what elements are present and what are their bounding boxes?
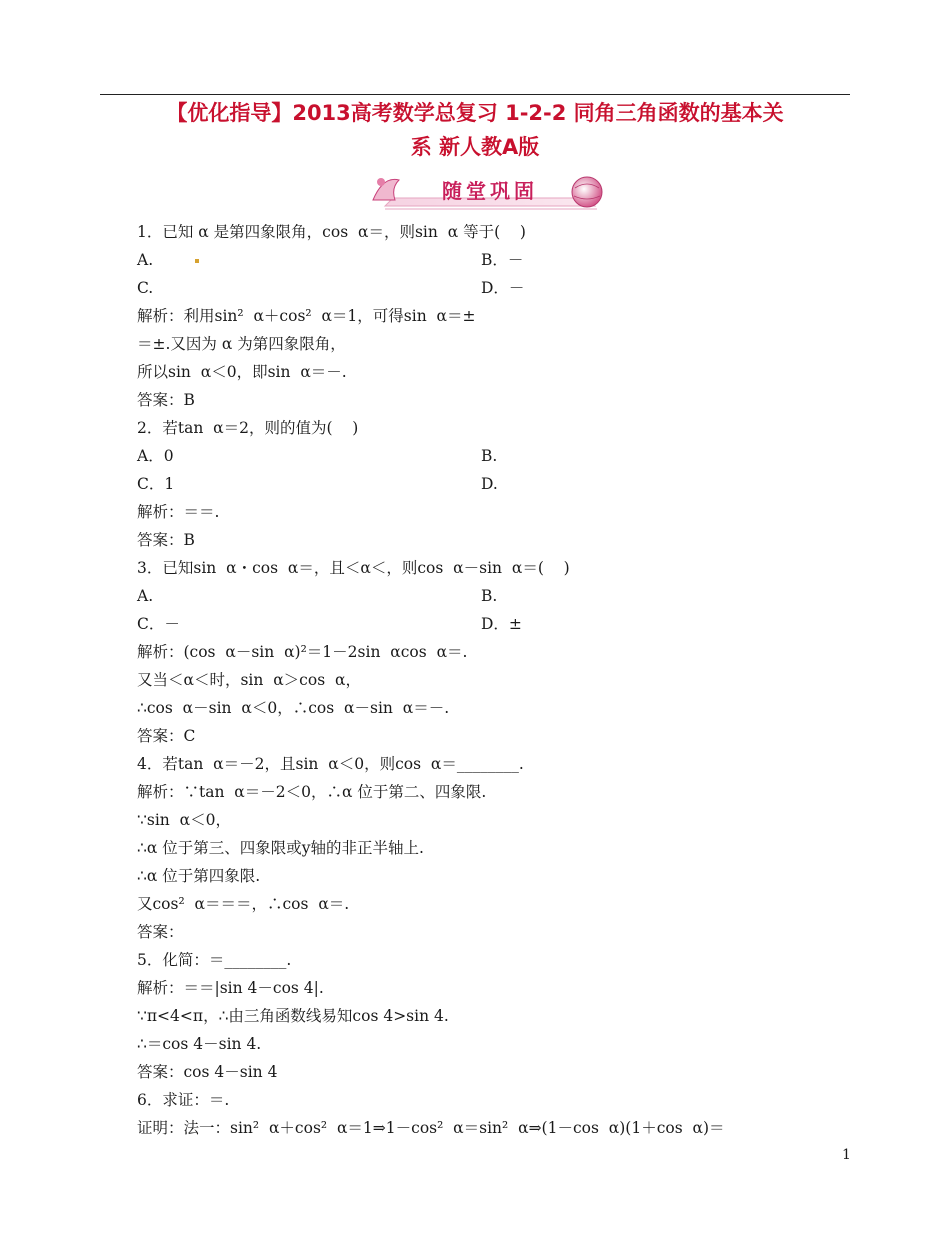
proof-6-line1: 证明：法一：sin² α＋cos² α＝1⇒1－cos² α＝sin² α⇒(1－cos α)(1＋cos α)＝	[137, 1119, 725, 1137]
answer-4: 答案：	[137, 923, 184, 941]
page-number: 1	[842, 1147, 851, 1163]
option-2b: B.	[481, 447, 498, 465]
answer-3: 答案：C	[137, 727, 196, 745]
question-5: 5．化简：＝________.	[137, 951, 292, 969]
solution-5-line3: ∴＝cos 4－sin 4.	[137, 1035, 262, 1053]
doc-title-line2: 系 新人教A版	[410, 135, 540, 159]
solution-4-line5: 又cos² α＝＝＝，∴cos α＝.	[137, 895, 350, 913]
question-3: 3．已知sin α・cos α＝，且＜α＜，则cos α－sin α＝( )	[137, 559, 570, 577]
option-1b: B．－	[481, 251, 524, 269]
solution-4-line3: ∴α 位于第三、四象限或y轴的非正半轴上.	[137, 839, 424, 857]
solution-5-line1: 解析：＝＝|sin 4－cos 4|.	[137, 979, 324, 997]
option-3a: A.	[137, 587, 154, 605]
option-2d: D.	[481, 475, 498, 493]
option-3d: D．±	[481, 615, 522, 633]
solution-3-line3: ∴cos α－sin α＜0，∴cos α－sin α＝－.	[137, 699, 450, 717]
option-1c: C.	[137, 279, 154, 297]
header-rule	[100, 94, 850, 95]
answer-5: 答案：cos 4－sin 4	[137, 1063, 278, 1081]
question-1: 1．已知 α 是第四象限角，cos α＝，则sin α 等于( )	[137, 223, 526, 241]
option-1d: D．－	[481, 279, 525, 297]
solution-3-line2: 又当＜α＜时，sin α＞cos α，	[137, 671, 361, 689]
solution-1-line1: 解析：利用sin² α＋cos² α＝1，可得sin α＝±	[137, 307, 476, 325]
solution-4-line1: 解析：∵tan α＝－2＜0，∴α 位于第二、四象限.	[137, 783, 487, 801]
answer-2: 答案：B	[137, 531, 195, 549]
option-2c: C．1	[137, 475, 175, 493]
solution-4-line2: ∵sin α＜0，	[137, 811, 231, 829]
solution-4-line4: ∴α 位于第四象限.	[137, 867, 261, 885]
solution-2: 解析：＝＝.	[137, 503, 220, 521]
question-4: 4．若tan α＝－2，且sin α＜0，则cos α＝________.	[137, 755, 524, 773]
option-3c: C．－	[137, 615, 180, 633]
question-6: 6．求证：＝.	[137, 1091, 230, 1109]
option-2a: A．0	[137, 447, 174, 465]
question-2: 2．若tan α＝2，则的值为( )	[137, 419, 359, 437]
solution-3-line1: 解析：(cos α－sin α)²＝1－2sin αcos α＝.	[137, 643, 468, 661]
solution-1-line2: ＝±.又因为 α 为第四象限角，	[137, 335, 346, 353]
answer-1: 答案：B	[137, 391, 195, 409]
solution-1-line3: 所以sin α＜0，即sin α＝－.	[137, 363, 347, 381]
solution-5-line2: ∵π<4<π，∴由三角函数线易知cos 4>sin 4.	[137, 1007, 449, 1025]
option-1a: A.	[137, 250, 201, 270]
banner-title: 随堂巩固	[442, 179, 538, 203]
doc-title-line1: 【优化指导】2013高考数学总复习 1-2-2 同角三角函数的基本关	[166, 101, 784, 125]
option-3b: B.	[481, 587, 498, 605]
section-banner	[365, 170, 615, 214]
